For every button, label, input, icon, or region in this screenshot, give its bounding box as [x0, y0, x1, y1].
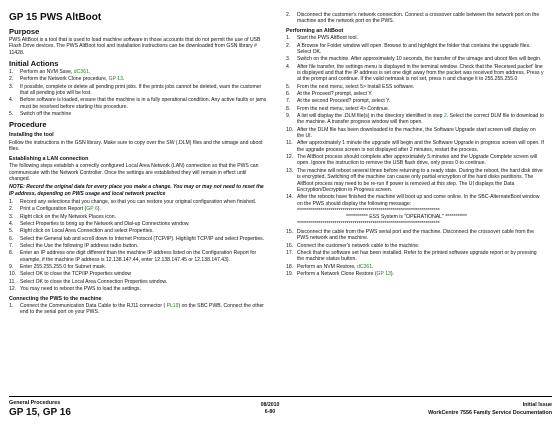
lan-note: NOTE: Record the original data for every place you make a change. You may or may not need to reset the IP address, depending on PWS usage and local network practice [9, 184, 264, 197]
list-item [9, 286, 267, 292]
cross-reference-link[interactable]: dC361 [357, 263, 373, 270]
step-text [297, 43, 544, 56]
step-text-main: The AltBoot process should complete after approximately 5 minutes and the Upgrade Complete screen will open. Ignore the instruction to remove the USB flash drive, only press 0 to continue. [297, 154, 538, 167]
step-text [297, 98, 544, 104]
step-number: 6. [9, 235, 14, 242]
step-text-main: Perform the Network Clone procedure, [20, 76, 109, 83]
step-text [20, 243, 267, 249]
step-number: 4. [286, 63, 291, 70]
list-item [286, 271, 544, 277]
stars-line-top: ************************************************************************ [297, 207, 440, 214]
page-title: GP 15 PWS AltBoot [9, 12, 102, 23]
step-number: 4. [9, 97, 14, 104]
list-item [286, 64, 544, 83]
step-text-main: Record any selections that you change, so that you can restore your original configuration when finished. [20, 199, 257, 206]
step-number: 8. [9, 250, 14, 257]
step-text-main: A Browse for Folder window will open. Browse to and highlight the folder that contains the upgrade files. Select OK. [297, 42, 531, 55]
stars-line-bottom: ************************************************************************ [297, 220, 440, 227]
step-number: 8. [286, 105, 291, 112]
step-text-tail: ). [97, 206, 101, 213]
list-item [9, 199, 267, 205]
step-text-main: After approximately 1 minute the upgrade will begin and the Software Upgrade in progress screen will open. If the upgrade process screen is not displayed after 2 minutes, restart the process. [297, 140, 544, 153]
right-column [286, 12, 544, 278]
step-text [297, 140, 544, 153]
step-number: 17. [286, 249, 294, 256]
pre-steps-list [286, 12, 544, 25]
list-item [9, 271, 267, 277]
page-footer [0, 396, 560, 430]
step-number: 6. [286, 91, 291, 98]
footer-date: 08/2010 [260, 402, 280, 408]
list-item [286, 229, 544, 242]
step-number: 9. [286, 113, 291, 120]
step-text [20, 236, 267, 242]
step-text [297, 243, 544, 249]
list-item [286, 264, 544, 270]
altboot-heading: Performing an AltBoot [286, 27, 344, 34]
step-text-main: You may need to reboot the PWS to load the settings. [20, 286, 142, 293]
list-item [286, 168, 544, 193]
list-item [9, 264, 267, 270]
installing-tool-text: Follow the instructions in the GSN library. Make sure to copy over the SW (.DLM) files and the uimage and uboot files. [9, 140, 263, 153]
list-item [9, 111, 267, 117]
step-number: 3. [9, 83, 14, 90]
procedure-heading: Procedure [9, 120, 47, 130]
connecting-pws-heading: Connecting the PWS to the machine [9, 295, 102, 302]
step-text-main: Select the Use the following IP address radio button. [20, 243, 139, 250]
list-item [286, 43, 544, 56]
step-number: 19. [286, 270, 294, 277]
list-item [9, 84, 267, 97]
step-text-main: The machine will reboot several times before returning to a ready state. During the reboot, the hard disk drive is encrypted. Switching off the machine can cause only partial encryption of the hard disks partitions. The AltBoot process may need to be re-run if power is removed at this step. The UI displays the Data Encryption/Decryption in Progress screen. [297, 167, 543, 193]
step-text-main: From the next menu, select 4> Continue. [297, 105, 390, 112]
step-text [297, 229, 544, 242]
step-text-main: Disconnect the cable from the PWS serial port and the machine. Disconnect the crossover cable from the PWS network and the machine. [297, 228, 534, 242]
cross-reference-link[interactable]: GP 6 [86, 206, 98, 213]
step-text [297, 250, 544, 263]
step-number: 12. [9, 286, 17, 293]
list-item [9, 76, 267, 82]
list-item [286, 12, 544, 25]
step-number: 1. [9, 199, 14, 206]
installing-tool-heading: Installing the tool [9, 132, 54, 139]
step-number: 5. [9, 228, 14, 235]
step-text [20, 199, 267, 205]
initial-actions-list [9, 69, 267, 117]
list-item [286, 250, 544, 263]
list-item [9, 97, 267, 110]
step-text-main: After the reboots have finished the machine will boot up and come online. In the SBC-AlternateBoot window on the PWS should display the following message: [297, 194, 540, 207]
step-text-main: Print a Configuration Report ( [20, 206, 87, 213]
step-text [20, 286, 267, 292]
step-text-main: At the Proceed? prompt, select Y. [297, 91, 373, 98]
initial-actions-heading: Initial Actions [9, 59, 59, 69]
list-item [9, 69, 267, 75]
step-text-main: Before software is loaded, ensure that the machine is in a fully operational condition. Any active faults or jams must be resolved before starting this procedure. [20, 97, 267, 110]
step-number: 18. [286, 263, 294, 270]
list-item [286, 194, 544, 207]
step-number: 11. [9, 278, 16, 285]
step-text-tail: . [122, 76, 125, 83]
step-text [297, 154, 544, 167]
step-number: 3. [9, 213, 14, 220]
step-number: 14. [286, 194, 294, 201]
step-text-main: Perform an NVM Save, [20, 69, 74, 76]
step-number: 12. [286, 154, 294, 161]
lan-steps-list [9, 199, 267, 292]
step-number: 15. [286, 228, 294, 235]
step-number: 5. [9, 111, 14, 118]
step-text [297, 127, 544, 140]
step-number: 3. [286, 56, 291, 63]
step-text [297, 91, 544, 97]
list-item [286, 243, 544, 249]
list-item [286, 154, 544, 167]
list-item [286, 91, 544, 97]
step-text-main: A list will display the .DLM file(s) in the directory identified in step [297, 113, 444, 120]
footer-section-label: General Procedures [9, 400, 61, 406]
step-text [20, 69, 267, 75]
lan-connection-text: The following steps establish a correctly configured Local Area Network (LAN) connection so that the PWS can communicate with the Network Controller. Once the settings are established they will remain in effect until changed. [9, 163, 259, 182]
step-number: 5. [286, 83, 291, 90]
step-number: 2. [286, 42, 291, 49]
step-text [297, 12, 544, 25]
step-text [297, 64, 544, 83]
step-text [20, 228, 267, 234]
footer-page-number: 6-80 [264, 409, 276, 415]
step-text [297, 35, 544, 41]
footer-issue: Initial Issue [522, 402, 552, 408]
list-item [286, 84, 544, 90]
step-text-main: If possible, complete or delete all pending print jobs. If the prints jobs cannot be deleted, warn the customer that all pending jobs will be lost. [20, 83, 262, 97]
list-item [9, 303, 267, 316]
list-item [286, 98, 544, 104]
left-column [9, 12, 267, 317]
step-text-main: Select Properties to bring up the Network and Dial-up Connections window. [20, 221, 190, 228]
purpose-heading: Purpose [9, 27, 40, 36]
step-number: 2. [9, 76, 14, 83]
list-item [286, 106, 544, 112]
step-number: 7. [286, 98, 291, 105]
list-item [9, 228, 267, 234]
step-number: 11. [286, 140, 293, 147]
list-item [286, 140, 544, 153]
step-text [20, 264, 267, 270]
step-text-main: Disconnect the customer's network connection. Connect a crossover cable between the network port on the machine and the network port on the PWS. [297, 12, 540, 25]
step-text-tail: . [372, 263, 374, 270]
step-text [20, 84, 267, 97]
lan-connection-heading: Establishing a LAN connection [9, 155, 89, 162]
step-text [20, 214, 267, 220]
list-item [286, 35, 544, 41]
cross-reference-link[interactable]: GP 13 [108, 76, 123, 83]
step-text [297, 56, 544, 62]
step-text-main: From the next menu, select 5> Install ESS software. [297, 83, 415, 90]
list-item [9, 250, 267, 263]
step-text [20, 303, 267, 316]
step-number: 7. [9, 243, 14, 250]
step-number: 16. [286, 242, 294, 249]
cross-reference-link[interactable]: PL19 [166, 303, 179, 310]
step-number: 4. [9, 221, 14, 228]
step-number: 9. [9, 264, 14, 271]
step-text-main: Switch on the machine. After approximately 10 seconds, the transfer of the uimage and uboot files will begin. [297, 56, 542, 63]
step-text [20, 279, 267, 285]
step-text [297, 106, 544, 112]
step-text-main: Perform an NVM Restore, [297, 263, 358, 270]
step-number: 13. [286, 167, 294, 174]
list-item [286, 56, 544, 62]
step-text-tail: ). [390, 270, 395, 277]
list-item [286, 113, 544, 126]
step-text-tail: . Select the correct DLM file to download to the machine. A transfer progress window will then open. [297, 113, 544, 126]
cross-reference-link[interactable]: GP 13 [376, 270, 391, 277]
purpose-text: PWS AltBoot is a tool that is used to load machine software in those accounts that do not permit the use of USB Flash Drive devices. The PWS AltBoot tool and installation instructions can be downloaded from GSN library # 11428. [9, 37, 261, 56]
step-text [297, 271, 544, 277]
step-number: 10. [9, 271, 17, 278]
step-text-main: Select OK to close the Local Area Connection Properties window. [20, 278, 168, 285]
step-text [20, 221, 267, 227]
step-text-main: At the second Proceed? prompt, select Y. [297, 98, 391, 105]
step-number: 2. [9, 206, 14, 213]
list-item [9, 279, 267, 285]
step-text [297, 113, 544, 126]
step-text [20, 111, 267, 117]
step-text [20, 271, 267, 277]
step-text [297, 194, 544, 207]
list-item [9, 206, 267, 212]
step-text [20, 97, 267, 110]
footer-rule [9, 396, 552, 397]
step-number: 10. [286, 126, 294, 133]
step-text-main: Right click on Local Area Connection and select Properties. [20, 228, 154, 235]
step-number: 2. [286, 12, 291, 18]
step-text-main: Select OK to close the TCP/IP Properties window [20, 271, 132, 278]
ess-message: *********** ESS System is "OPERATIONAL" *********** [346, 214, 468, 221]
step-text-main: Connect the customer's network cable to the machine. [297, 242, 420, 249]
step-number: 1. [286, 35, 291, 42]
step-text-main: Connect the Communication Data Cable to the RJ11 connector ( [20, 303, 167, 310]
step-number: 1. [9, 69, 14, 76]
list-item [9, 221, 267, 227]
step-text-main: Perform a Network Clone Restore ( [297, 270, 377, 277]
step-text [20, 76, 267, 82]
step-text-main: Check that the software set has been installed. Refer to the printed software upgrade report or by pressing the machine status button. [297, 249, 537, 263]
step-text-tail: . [88, 69, 91, 76]
list-item [9, 236, 267, 242]
step-text [20, 206, 267, 212]
step-text [20, 250, 267, 263]
cross-reference-link[interactable]: dC361 [73, 69, 89, 76]
step-text-main: Switch off the machine [20, 111, 72, 118]
post-steps-list [286, 229, 544, 277]
step-number: 1. [9, 303, 14, 310]
list-item [9, 243, 267, 249]
footer-doc-title: WorkCentre 7556 Family Service Documentation [428, 410, 552, 416]
step-text [297, 168, 544, 193]
list-item [286, 127, 544, 140]
cross-reference-link[interactable]: 2 [443, 113, 447, 120]
step-text-main: Select the General tab and scroll down to Internet Protocol (TCP/IP). Highlight TCP/IP and select Properties. [20, 235, 265, 242]
step-text-main: Enter 255.255.255.0 for Subnet mask. [20, 264, 107, 271]
connecting-steps-list [9, 303, 267, 316]
step-text [297, 84, 544, 90]
step-text-tail: ) on the SBC PWB. Connect the other end to the serial port on your PWS. [20, 303, 264, 316]
step-text-main: Start the PWS AltBoot tool. [297, 35, 358, 42]
step-text-main: After file transfer, the settings menu is displayed in the terminal window. Check that the 'Received packet' line is displayed and that the IP address is set one digit away from the packet was received from address. Press y at the prompt and continue. If the valid netmask is not set, press n and change it to 255.255.255.0 [297, 63, 544, 83]
step-text-main: After the DLM file has been downloaded to the machine, the Software Upgrade start screen will display on the UI. [297, 126, 536, 140]
list-item [9, 214, 267, 220]
step-text-main: Right click on the My Network Places icon. [20, 213, 116, 220]
altboot-steps-list [286, 35, 544, 207]
step-text-main: Enter an IP address one digit different than the machine IP address listed on the Configuration Report for example, if the machine IP address is 12.138.147.44, enter 12.138.147.45 or 12.138.147.43). [20, 250, 257, 263]
step-text [297, 264, 544, 270]
footer-procedure-label: GP 15, GP 16 [9, 407, 71, 418]
